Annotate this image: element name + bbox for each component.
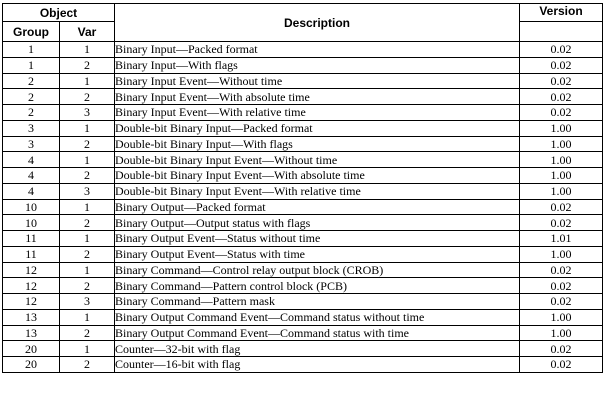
description-cell: Binary Output—Output status with flags [115, 215, 520, 231]
version-cell: 1.00 [520, 325, 603, 341]
group-cell: 12 [3, 278, 60, 294]
version-cell: 1.00 [520, 309, 603, 325]
group-cell: 12 [3, 262, 60, 278]
var-cell: 1 [60, 309, 115, 325]
version-cell: 0.02 [520, 357, 603, 373]
var-cell: 2 [60, 246, 115, 262]
description-cell: Binary Command—Pattern mask [115, 294, 520, 310]
table-row [3, 309, 603, 325]
description-cell: Binary Output Command Event—Command status without time [115, 309, 520, 325]
description-cell: Binary Output Command Event—Command status with time [115, 325, 520, 341]
var-cell: 2 [60, 215, 115, 231]
table-row [3, 183, 603, 199]
description-cell: Counter—32-bit with flag [115, 341, 520, 357]
table-row [3, 246, 603, 262]
description-cell: Counter—16-bit with flag [115, 357, 520, 373]
table-row [3, 231, 603, 247]
version-cell: 0.02 [520, 89, 603, 105]
version-cell: 0.02 [520, 199, 603, 215]
description-cell: Binary Command—Pattern control block (PCB) [115, 278, 520, 294]
table-body [3, 42, 603, 373]
version-header: Version [520, 4, 603, 22]
table-row [3, 152, 603, 168]
object-version-table [2, 3, 603, 373]
var-cell: 1 [60, 231, 115, 247]
group-cell: 1 [3, 57, 60, 73]
group-header: Group [3, 22, 60, 42]
version-cell: 0.02 [520, 105, 603, 121]
description-cell: Double-bit Binary Input Event—With absolute time [115, 168, 520, 184]
version-cell: 1.00 [520, 168, 603, 184]
var-cell: 2 [60, 136, 115, 152]
var-cell: 2 [60, 325, 115, 341]
version-cell: 0.02 [520, 57, 603, 73]
group-cell: 2 [3, 89, 60, 105]
var-cell: 3 [60, 183, 115, 199]
table-row [3, 89, 603, 105]
var-header: Var [60, 22, 115, 42]
description-cell: Binary Input Event—With relative time [115, 105, 520, 121]
description-cell: Binary Output Event—Status without time [115, 231, 520, 247]
version-cell: 1.00 [520, 120, 603, 136]
version-header-gap [520, 22, 603, 42]
table-row [3, 105, 603, 121]
description-cell: Binary Input—Packed format [115, 42, 520, 58]
group-cell: 12 [3, 294, 60, 310]
table-row [3, 215, 603, 231]
version-cell: 0.02 [520, 215, 603, 231]
var-cell: 1 [60, 73, 115, 89]
group-cell: 3 [3, 120, 60, 136]
group-cell: 4 [3, 168, 60, 184]
table-row [3, 341, 603, 357]
table-row [3, 325, 603, 341]
table-row [3, 42, 603, 58]
version-cell: 0.02 [520, 262, 603, 278]
var-cell: 3 [60, 294, 115, 310]
table-row [3, 168, 603, 184]
description-cell: Double-bit Binary Input Event—With relative time [115, 183, 520, 199]
version-cell: 1.00 [520, 136, 603, 152]
table-header [3, 4, 603, 42]
group-cell: 11 [3, 231, 60, 247]
version-cell: 0.02 [520, 73, 603, 89]
var-cell: 2 [60, 278, 115, 294]
group-cell: 2 [3, 73, 60, 89]
var-cell: 1 [60, 199, 115, 215]
description-cell: Binary Output—Packed format [115, 199, 520, 215]
var-cell: 1 [60, 42, 115, 58]
description-cell: Binary Output Event—Status with time [115, 246, 520, 262]
var-cell: 2 [60, 357, 115, 373]
description-header: Description [115, 4, 520, 42]
var-cell: 3 [60, 105, 115, 121]
version-cell: 0.02 [520, 341, 603, 357]
description-cell: Binary Input Event—With absolute time [115, 89, 520, 105]
table-row [3, 120, 603, 136]
version-cell: 0.02 [520, 278, 603, 294]
var-cell: 1 [60, 152, 115, 168]
group-cell: 4 [3, 183, 60, 199]
description-cell: Double-bit Binary Input—With flags [115, 136, 520, 152]
var-cell: 1 [60, 341, 115, 357]
group-cell: 20 [3, 341, 60, 357]
description-cell: Double-bit Binary Input Event—Without time [115, 152, 520, 168]
group-cell: 11 [3, 246, 60, 262]
object-header: Object [3, 4, 115, 22]
var-cell: 1 [60, 262, 115, 278]
group-cell: 13 [3, 309, 60, 325]
version-cell: 1.00 [520, 152, 603, 168]
version-cell: 0.02 [520, 42, 603, 58]
group-cell: 1 [3, 42, 60, 58]
group-cell: 4 [3, 152, 60, 168]
version-cell: 1.01 [520, 231, 603, 247]
table-row [3, 199, 603, 215]
group-cell: 20 [3, 357, 60, 373]
description-cell: Binary Input Event—Without time [115, 73, 520, 89]
table-row [3, 57, 603, 73]
var-cell: 1 [60, 120, 115, 136]
version-cell: 1.00 [520, 183, 603, 199]
description-cell: Binary Command—Control relay output block (CROB) [115, 262, 520, 278]
table-row [3, 262, 603, 278]
table-row [3, 278, 603, 294]
group-cell: 3 [3, 136, 60, 152]
description-cell: Binary Input—With flags [115, 57, 520, 73]
table-row [3, 357, 603, 373]
group-cell: 2 [3, 105, 60, 121]
var-cell: 2 [60, 168, 115, 184]
description-cell: Double-bit Binary Input—Packed format [115, 120, 520, 136]
version-cell: 0.02 [520, 294, 603, 310]
table-row [3, 136, 603, 152]
var-cell: 2 [60, 89, 115, 105]
group-cell: 10 [3, 199, 60, 215]
group-cell: 10 [3, 215, 60, 231]
version-cell: 1.00 [520, 246, 603, 262]
table-row [3, 73, 603, 89]
group-cell: 13 [3, 325, 60, 341]
table-row [3, 294, 603, 310]
var-cell: 2 [60, 57, 115, 73]
